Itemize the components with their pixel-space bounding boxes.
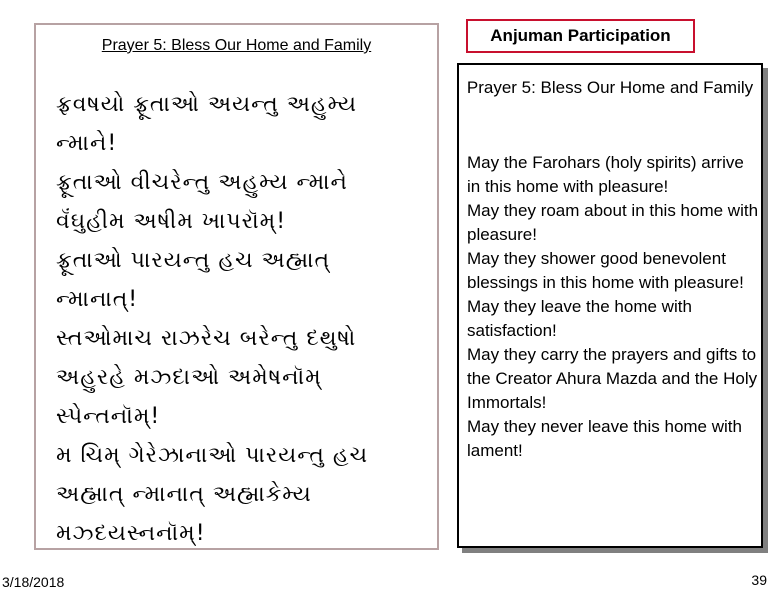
gujarati-line: ફ્રવષયો ફ્રૂતાઓ અયન્તુ અહુમ્ય: [56, 92, 358, 117]
gujarati-line: અહ્માત્ ન્માનાત્ અહ્માકેમ્ય: [56, 482, 312, 507]
slide-date: 3/18/2018: [2, 574, 65, 590]
gujarati-panel-title: Prayer 5: Bless Our Home and Family: [101, 37, 372, 54]
gujarati-line: ન્માને!: [56, 131, 118, 156]
english-panel-title: Prayer 5: Bless Our Home and Family: [466, 78, 754, 97]
translation-line: May they shower good benevolent blessings in this home with pleasure!: [467, 249, 744, 292]
gujarati-line: મ ચિમ્ ગેરેઝાનાઓ પારયન્તુ હચ: [56, 443, 369, 468]
gujarati-line: મઝ્દયસ્નનૉમ્!: [56, 521, 206, 546]
gujarati-line: ન્માનાત્!: [56, 287, 139, 312]
gujarati-line: સ્તઓમાચ રાઝરેચ બરેન્તુ દથુષો: [56, 326, 357, 351]
english-translation-text: [467, 151, 759, 463]
gujarati-line: ફ્રૂતાઓ વીચરેન્તુ અહુમ્ય ન્માને: [56, 170, 348, 195]
gujarati-line: ફ્રૂતાઓ પારયન્તુ હચ અહ્માત્: [56, 248, 331, 273]
gujarati-prayer-text: [56, 85, 441, 553]
translation-line: May they leave the home with satisfaction!: [467, 297, 692, 340]
gujarati-line: સ્પેન્તનૉમ્!: [56, 404, 161, 429]
translation-line: May they roam about in this home with pleasure!: [467, 201, 759, 244]
gujarati-prayer-panel: [34, 23, 439, 550]
gujarati-line: અહુરહે મઝ્દાઓ અમેષનૉમ્: [56, 365, 322, 390]
gujarati-line: વૅંઘુહીમ અષીમ ખાપરૉમ્!: [56, 209, 287, 234]
anjuman-participation-heading: Anjuman Participation: [466, 19, 695, 53]
translation-line: May the Farohars (holy spirits) arrive in this home with pleasure!: [467, 153, 744, 196]
english-translation-panel: [457, 63, 763, 548]
translation-line: May they never leave this home with lament!: [467, 417, 742, 460]
translation-line: May they carry the prayers and gifts to the Creator Ahura Mazda and the Holy Immortals!: [467, 345, 758, 412]
slide-page-number: 39: [751, 572, 767, 588]
